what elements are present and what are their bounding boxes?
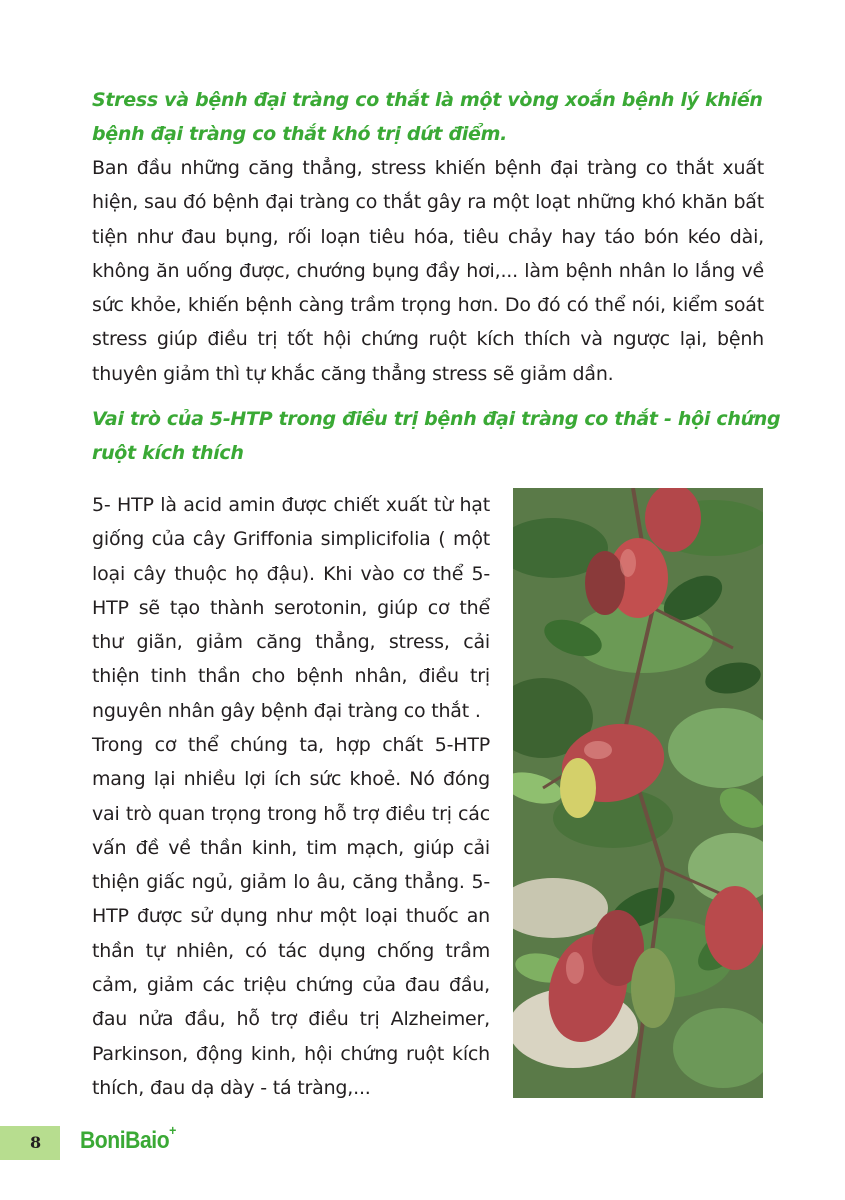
paragraph-stress-cycle: Ban đầu những căng thẳng, stress khiến bệnh đại tràng co thắt xuất hiện, sau đó bệnh đại tràng co thắt gây ra một loạt những khó khăn bất tiện như đau bụng, rối loạn tiêu hóa, tiêu chảy hay táo bón kéo dài, không ăn uống được, chướng bụng đầy hơi,... làm bệnh nhân lo lắng về sức khỏe, khiến bệnh càng trầm trọng hơn. Do đó có thể nói, kiểm soát stress giúp điều trị tốt hội chứng ruột kích thích và ngược lại, bệnh thuyên giảm thì tự khắc căng thẳng stress sẽ giảm dần. xyxy=(92,157,764,385)
paragraph-5htp-benefits: Trong cơ thể chúng ta, hợp chất 5-HTP mang lại nhiều lợi ích sức khoẻ. Nó đóng vai trò quan trọng trong hỗ trợ điều trị các vấn đề về thần kinh, tim mạch, giúp cải thiện giấc ngủ, giảm lo âu, căng thẳng. 5-HTP được sử dụng như một loại thuốc an thần tự nhiên, có tác dụng chống trầm cảm, giảm các triệu chứng của đau đầu, đau nửa đầu, hỗ trợ điều trị Alzheimer, Parkinson, động kinh, hội chứng ruột kích thích, đau dạ dày - tá tràng,... xyxy=(92,734,490,1099)
brand-suffix: + xyxy=(169,1122,176,1138)
section-heading-stress: Stress và bệnh đại tràng co thắt là một vòng xoắn bệnh lý khiến bệnh đại tràng co thắt khó trị dứt điểm. xyxy=(92,89,763,145)
brand-logo xyxy=(80,1122,176,1155)
section-heading-5htp-role: Vai trò của 5-HTP trong điều trị bệnh đại tràng co thắt - hội chứng ruột kích thích xyxy=(92,408,781,464)
paragraph-5htp-origin: 5- HTP là acid amin được chiết xuất từ hạt giống của cây Griffonia simplicifolia ( một loại cây thuộc họ đậu). Khi vào cơ thể 5-HTP sẽ tạo thành serotonin, giúp cơ thể thư giãn, giảm căng thẳng, stress, cải thiện tinh thần cho bệnh nhân, điều trị nguyên nhân gây bệnh đại tràng co thắt . xyxy=(92,494,490,722)
griffonia-plant-photo xyxy=(513,488,763,1098)
brand-name: BoniBaio xyxy=(80,1127,170,1154)
page-number: 8 xyxy=(30,1133,42,1152)
